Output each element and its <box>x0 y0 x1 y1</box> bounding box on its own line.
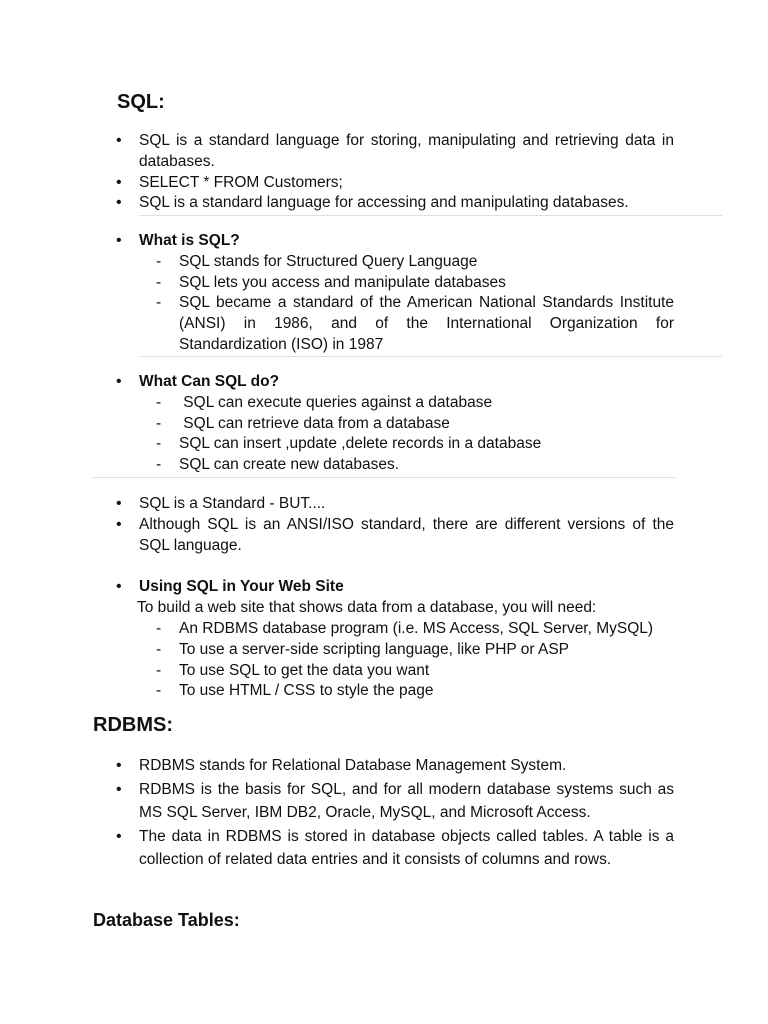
list-item: - To use a server-side scripting language, like PHP or ASP <box>139 640 674 661</box>
separator-line <box>139 356 722 357</box>
sql-heading: SQL: <box>117 91 165 113</box>
what-is-list <box>139 252 674 356</box>
list-item: - SQL lets you access and manipulate databases <box>139 273 674 294</box>
separator-line <box>93 477 675 478</box>
web-site-intro: To build a web site that shows data from a database, you will need: <box>137 599 597 616</box>
list-item: - To use HTML / CSS to style the page <box>139 681 674 702</box>
database-tables-heading: Database Tables: <box>93 910 240 930</box>
what-can-section <box>116 372 674 476</box>
standard-list <box>116 494 674 556</box>
rdbms-item: • RDBMS is the basis for SQL, and for all modern database systems such as MS SQL Server, IBM DB2, Oracle, MySQL, and Microsoft Access. <box>116 778 674 825</box>
what-can-title: What Can SQL do? <box>139 373 280 390</box>
rdbms-heading: RDBMS: <box>93 714 173 736</box>
what-is-title: What is SQL? <box>139 232 240 249</box>
standard-item: • SQL is a Standard - BUT.... <box>116 494 674 515</box>
intro-item: • SQL is a standard language for storing, manipulating and retrieving data in databases. <box>116 131 674 173</box>
list-item: - To use SQL to get the data you want <box>139 661 674 682</box>
intro-item: • SELECT * FROM Customers; <box>116 173 674 194</box>
web-site-section <box>116 577 674 598</box>
what-is-section <box>116 231 674 356</box>
what-can-list <box>139 393 674 476</box>
list-item: - SQL can create new databases. <box>139 455 674 476</box>
list-item: - SQL became a standard of the American National Standards Institute (ANSI) in 1986, and of the International Organization for Standardization (ISO) in 1987 <box>139 293 674 355</box>
web-site-title: Using SQL in Your Web Site <box>139 578 344 595</box>
list-item: - SQL can insert ,update ,delete records in a database <box>139 434 674 455</box>
list-item: - SQL stands for Structured Query Language <box>139 252 674 273</box>
list-item: - SQL can retrieve data from a database <box>139 414 674 435</box>
web-site-list <box>139 619 674 702</box>
separator-line <box>139 215 722 216</box>
rdbms-list <box>116 754 674 872</box>
list-item: - SQL can execute queries against a database <box>139 393 674 414</box>
intro-item: • SQL is a standard language for accessing and manipulating databases. <box>116 193 674 214</box>
standard-item: • Although SQL is an ANSI/ISO standard, there are different versions of the SQL language. <box>116 515 674 557</box>
rdbms-item: • The data in RDBMS is stored in database objects called tables. A table is a collection of related data entries and it consists of columns and rows. <box>116 825 674 872</box>
intro-list <box>116 131 674 214</box>
rdbms-item: • RDBMS stands for Relational Database Management System. <box>116 754 674 778</box>
list-item: - An RDBMS database program (i.e. MS Access, SQL Server, MySQL) <box>139 619 674 640</box>
